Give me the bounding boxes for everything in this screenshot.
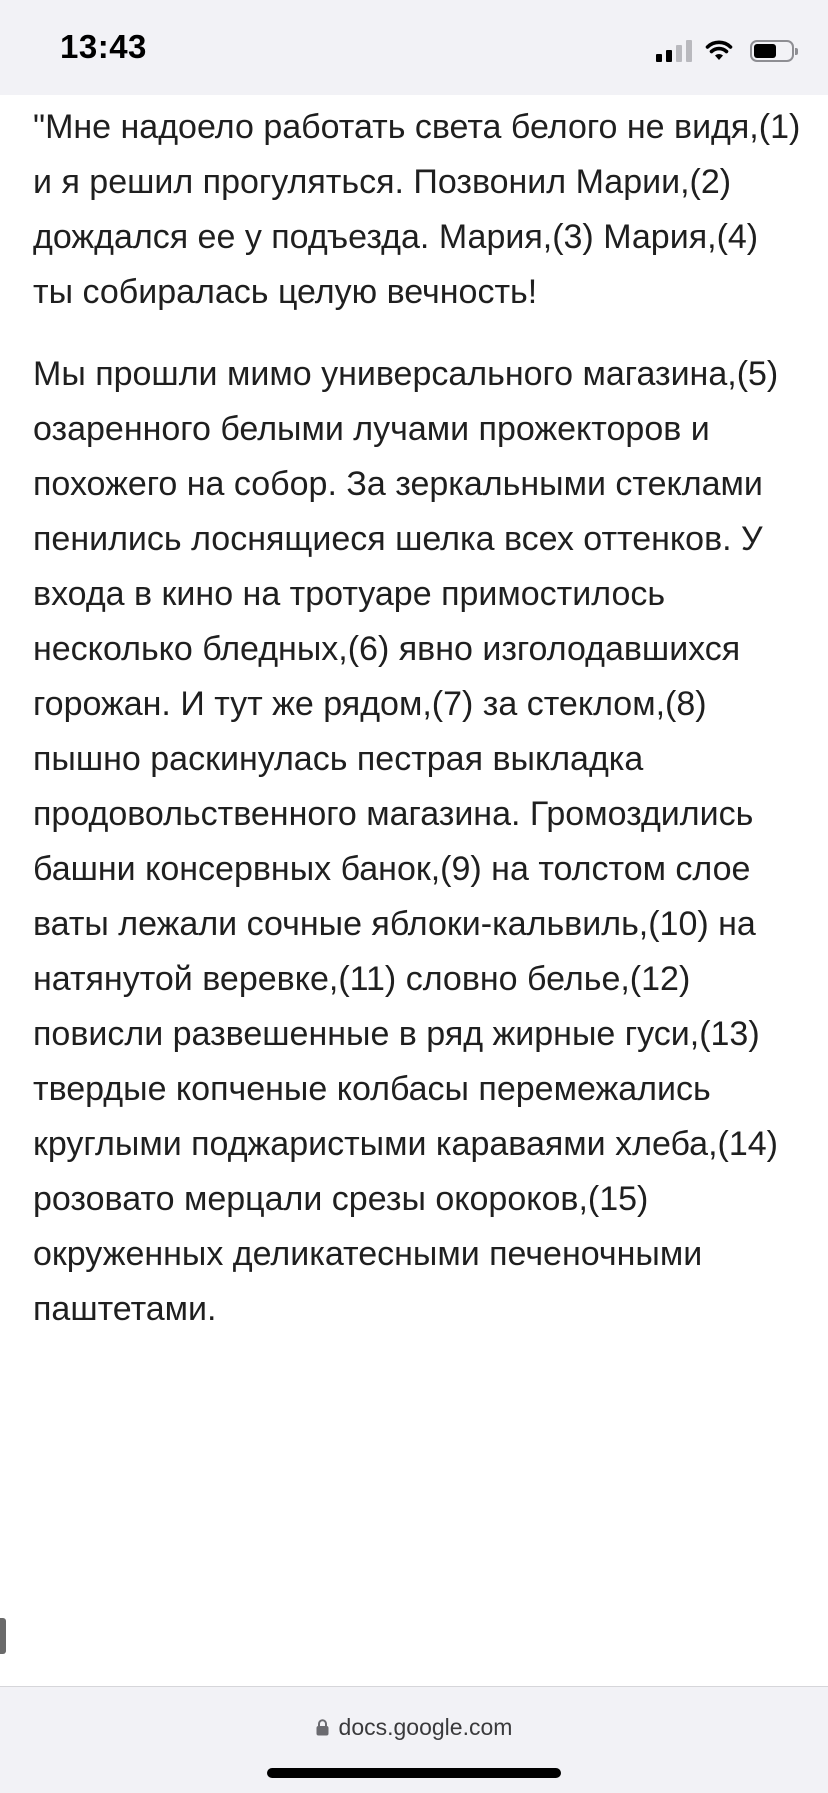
paragraph-1: "Мне надоело работать света белого не видя,(1) и я решил прогуляться. Позвонил Марии,(2) дождался ее у подъезда. Мария,(3) Мария,(4) ты собиралась целую вечность!: [33, 108, 801, 311]
status-bar: [0, 0, 828, 95]
status-icons: [656, 36, 794, 62]
lock-icon: [316, 1719, 329, 1736]
document-body: [33, 100, 803, 1364]
cellular-signal-icon: [656, 40, 692, 62]
url-text: docs.google.com: [338, 1714, 513, 1740]
paragraph-2: Мы прошли мимо универсального магазина,(5) озаренного белыми лучами прожекторов и похожего на собор. За зеркальными стеклами пенились лоснящиеся шелка всех оттенков. У входа в кино на тротуаре примостилось несколько бледных,(6) явно изголодавшихся горожан. И тут же рядом,(7) за стеклом,(8) пышно раскинулась пестрая выкладка продовольственного магазина. Громоздились башни консервных банок,(9) на толстом слое ваты лежали сочные яблоки-кальвиль,(10) на натянутой веревке,(11) словно белье,(12) повисли развешенные в ряд жирные гуси,(13) твердые копченые колбасы перемежались круглыми поджаристыми караваями хлеба,(14) розовато мерцали срезы окороков,(15) окруженных деликатесными печеночными паштетами.: [33, 355, 779, 1328]
battery-icon: [750, 40, 794, 62]
scrollbar-thumb[interactable]: [0, 1618, 6, 1654]
home-indicator[interactable]: [267, 1768, 561, 1778]
address-bar[interactable]: [0, 1714, 828, 1741]
browser-bottom-bar: [0, 1686, 828, 1793]
status-time: 13:43: [60, 28, 147, 65]
wifi-icon: [704, 38, 734, 62]
